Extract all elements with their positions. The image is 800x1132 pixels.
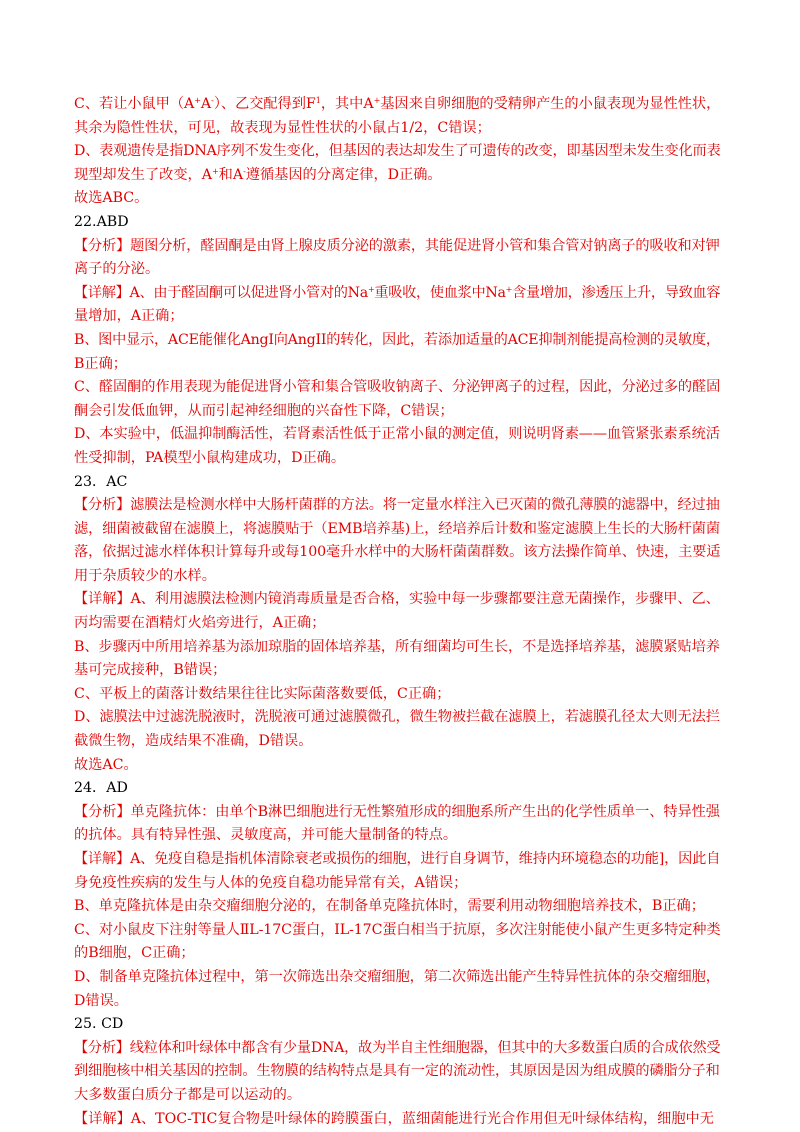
text-segment: 含量增加，渗透压上升，导致血容 [512,284,721,301]
text-line [74,824,708,848]
text-segment: 用于杂质较少的水样。 [74,567,216,584]
text-segment: 【详解】A、免疫自稳是指机体清除衰老或损伤的细胞，进行自身调节，维持内环境稳态的功能]，因此自 [74,851,721,867]
text-line [74,305,708,329]
text-line [74,329,720,353]
text-line [74,565,708,589]
text-segment: 性受抑制，PA模型小鼠构建成功，D正确。 [74,449,346,466]
text-segment: 落，依据过滤水样体积计算每升或每100毫升水样中的大肠杆菌菌群数。该方法操作简单、快速，主要适 [74,544,721,561]
text-segment: D、表观遗传是指DNA序列不发生变化，但基因的表达却发生了可遗传的改变，即基因型未发生变化而表 [74,143,721,160]
text-segment: ，其中A [320,96,374,112]
text-segment: B、单克隆抗体是由杂交瘤细胞分泌的，在制备单克隆抗体时，需要利用动物细胞培养技术，B正确； [74,898,705,915]
text-line [74,376,721,400]
text-segment: 【详解】A、利用滤膜法检测内镜消毒质量是否合格，实验中每一步骤都要注意无菌操作，步骤甲、乙、 [74,591,720,608]
text-line [74,494,720,518]
text-line [74,400,708,424]
text-line [74,848,721,872]
question-number [74,777,708,801]
text-segment: 【详解】A、由于醛固酮可以促进肾小管对的Na [74,284,368,301]
superscript: 1 [315,96,321,105]
text-line [74,588,720,612]
text-segment: ）、乙交配得到F [213,96,316,112]
text-segment: B、图中显示，ACE能催化AngI向AngII的转化，因此，若添加适量的ACE抑制剂能提高检测的灵敏度， [74,331,720,348]
text-line [74,966,720,990]
text-segment: 身免疫性疾病的发生与人体的免疫自稳功能异常有关，A错误； [74,874,468,891]
text-segment: 故选ABC。 [74,190,149,207]
text-line [74,541,721,565]
text-line [74,258,708,282]
text-line [74,754,708,778]
text-line [74,919,721,943]
text-segment: 的抗体。具有特异性强、灵敏度高，并可能大量制备的特点。 [74,827,458,844]
text-segment: 截微生物，造成结果不准确，D错误。 [74,733,313,750]
text-segment: A [200,96,212,112]
superscript: - [211,96,214,105]
text-line [74,636,720,660]
text-segment: 到细胞核中相关基因的控制。生物膜的结构特点是具有一定的流动性，其原因是因为组成膜的磷脂分子和 [74,1063,720,1080]
superscript: - [243,166,246,176]
text-line [74,683,708,707]
text-line [74,659,708,683]
text-line [74,235,720,259]
text-segment: D错误。 [74,992,128,1009]
text-line [74,730,708,754]
text-segment: C、平板上的菌落计数结果往往比实际菌落数要低，C正确； [74,685,451,702]
text-line [74,140,721,164]
text-line [74,1037,721,1061]
text-segment: 【分析】题图分析，醛固酮是由肾上腺皮质分泌的激素，其能促进肾小管和集合管对钠离子的吸收和对钾 [74,237,720,254]
text-segment: 遵循基因的分离定律，D正确。 [245,166,442,183]
text-segment: 25. CD [74,1016,124,1033]
text-segment: 23．AC [74,473,128,490]
text-segment: 其余为隐性性状，可见，故表现为显性性状的小鼠占1/2，C错误； [74,119,491,136]
text-line [74,353,708,377]
text-line [74,423,720,447]
text-segment: 【详解】A、TOC-TIC复合物是叶绿体的跨膜蛋白，蓝细菌能进行光合作用但无叶绿体结构，细胞中无 [74,1110,714,1127]
text-segment: D、制备单克隆抗体过程中，第一次筛选出杂交瘤细胞，第二次筛选出能产生特异性抗体的杂交瘤细胞， [74,968,720,985]
text-segment: 24．AD [74,780,128,797]
text-segment: B正确； [74,355,127,372]
text-segment: C、对小鼠皮下注射等量人ⅡL-17C蛋白，IL-17C蛋白相当于抗原，多次注射能使小鼠产生更多特定种类 [74,921,721,938]
text-segment: B、步骤丙中所用培养基为添加琼脂的固体培养基，所有细菌均可生长，不是选择培养基，滤膜紧贴培养 [74,638,720,655]
text-segment: 22.ABD [74,213,129,230]
superscript: + [211,166,219,176]
text-line [74,895,708,919]
text-segment: 【分析】单克隆抗体：由单个B淋巴细胞进行无性繁殖形成的细胞系所产生出的化学性质单一、特异性强 [74,803,720,820]
text-line [74,117,708,141]
text-segment: 【分析】线粒体和叶绿体中都含有少量DNA，故为半自主性细胞器，但其中的大多数蛋白质的合成依然受 [74,1039,721,1056]
text-segment: D、本实验中，低温抑制酶活性，若肾素活性低于正常小鼠的测定值，则说明肾素——血管紧张素系统活 [74,426,720,443]
text-segment: 酮会引发低血钾，从而引起神经细胞的兴奋性下降，C错误； [74,402,454,419]
text-line [74,942,708,966]
text-segment: C、醛固酮的作用表现为能促进肾小管和集合管吸收钠离子、分泌钾离子的过程，因此，分泌过多的醛固 [74,379,721,396]
text-line [74,1084,708,1108]
text-line [74,282,721,306]
text-line [74,612,708,636]
text-segment: 的B细胞，C正确； [74,945,195,962]
text-segment: 量增加，A正确； [74,308,184,325]
text-segment: 重吸收，使血浆中Na [374,284,506,301]
text-segment: 丙均需要在酒精灯火焰旁进行，A正确； [74,615,326,632]
superscript: + [373,96,381,105]
text-segment: C、若让小鼠甲（A [74,96,195,112]
superscript: + [505,284,513,294]
text-segment: 和A [218,166,244,183]
text-segment: 大多数蛋白质分子都是可以运动的。 [74,1086,302,1103]
question-number [74,1013,708,1037]
text-segment: D、滤膜法中过滤洗脱液时，洗脱液可通过滤膜微孔，微生物被拦截在滤膜上，若滤膜孔径太大则无法拦 [74,709,720,726]
text-line [74,706,720,730]
text-segment: 现型却发生了改变，A [74,166,212,183]
text-segment: 滤，细菌被截留在滤膜上，将滤膜贴于（EMB培养基)上，经培养后计数和鉴定滤膜上生长的大肠杆菌菌 [74,520,720,537]
question-number [74,211,708,235]
text-segment: 基因来自卵细胞的受精卵产生的小鼠表现为显性性状， [380,96,721,112]
text-line [74,187,708,211]
text-line [74,447,708,471]
text-line [74,164,708,188]
text-line [74,801,720,825]
text-line [74,1060,720,1084]
text-line [74,1108,714,1132]
text-segment: 基可完成接种，B错误； [74,662,227,679]
text-line [74,518,720,542]
text-segment: 【分析】滤膜法是检测水样中大肠杆菌群的方法。将一定量水样注入已灭菌的微孔薄膜的滤器中，经过抽 [74,497,720,514]
text-line [74,872,708,896]
superscript: + [367,284,375,294]
text-line [74,93,721,117]
text-segment: 离子的分泌。 [74,261,160,278]
question-number [74,471,708,495]
text-line [74,990,708,1014]
text-segment: 故选AC。 [74,756,138,773]
superscript: + [194,96,201,105]
